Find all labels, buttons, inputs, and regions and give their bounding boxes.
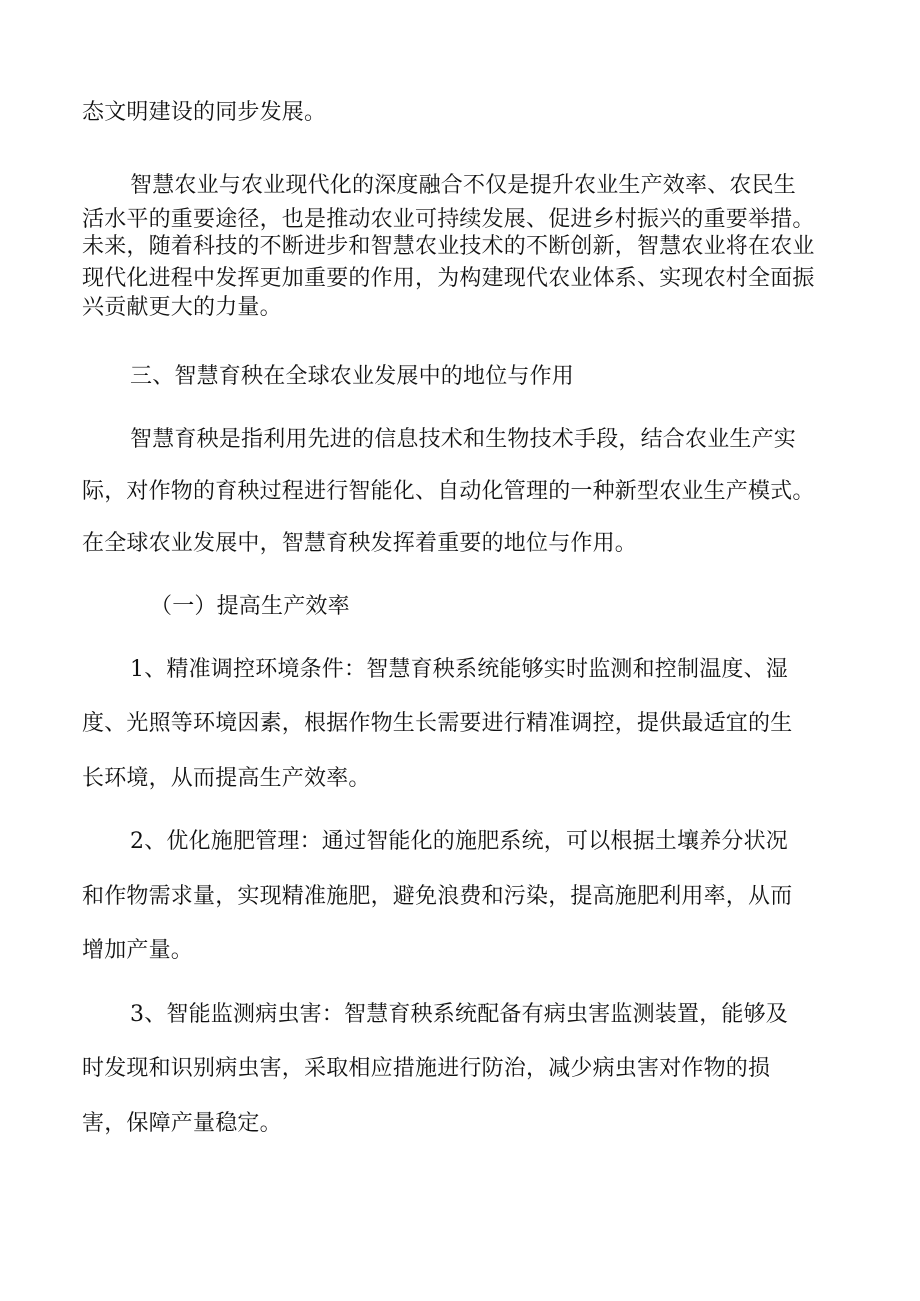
text-line: 3、智能监测病虫害：智慧育秧系统配备有病虫害监测装置，能够及 [130, 1002, 788, 1027]
text-line: 1、精准调控环境条件：智慧育秧系统能够实时监测和控制温度、湿 [130, 657, 788, 682]
text-line: 智慧育秧是指利用先进的信息技术和生物技术手段，结合农业生产实 [130, 427, 797, 452]
text-line: 在全球农业发展中，智慧育秧发挥着重要的地位与作用。 [82, 531, 638, 556]
text-line: 未来，随着科技的不断进步和智慧农业技术的不断创新，智慧农业将在农业 [82, 234, 815, 259]
text-line: 和作物需求量，实现精准施肥，避免浪费和污染，提高施肥利用率，从而 [82, 884, 793, 909]
text-line: 害，保障产量稳定。 [82, 1111, 282, 1136]
text-line: 时发现和识别病虫害，采取相应措施进行防治，减少病虫害对作物的损 [82, 1056, 771, 1081]
text-line: 度、光照等环境因素，根据作物生长需要进行精准调控，提供最适宜的生 [82, 711, 793, 736]
text-line: 现代化进程中发挥更加重要的作用，为构建现代农业体系、实现农村全面振 [82, 266, 815, 291]
text-line: 2、优化施肥管理：通过智能化的施肥系统，可以根据土壤养分状况 [130, 829, 788, 854]
text-line: 态文明建设的同步发展。 [82, 100, 327, 125]
subsection-heading: （一）提高生产效率 [150, 594, 350, 619]
text-line: 长环境，从而提高生产效率。 [82, 766, 371, 791]
text-line: 活水平的重要途径，也是推动农业可持续发展、促进乡村振兴的重要举措。 [82, 207, 815, 232]
text-line: 兴贡献更大的力量。 [82, 295, 282, 320]
text-line: 智慧农业与农业现代化的深度融合不仅是提升农业生产效率、农民生 [130, 173, 797, 198]
text-line: 际，对作物的育秧过程进行智能化、自动化管理的一种新型农业生产模式。 [82, 479, 815, 504]
section-heading: 三、智慧育秧在全球农业发展中的地位与作用 [130, 364, 575, 389]
text-line: 增加产量。 [82, 938, 194, 963]
